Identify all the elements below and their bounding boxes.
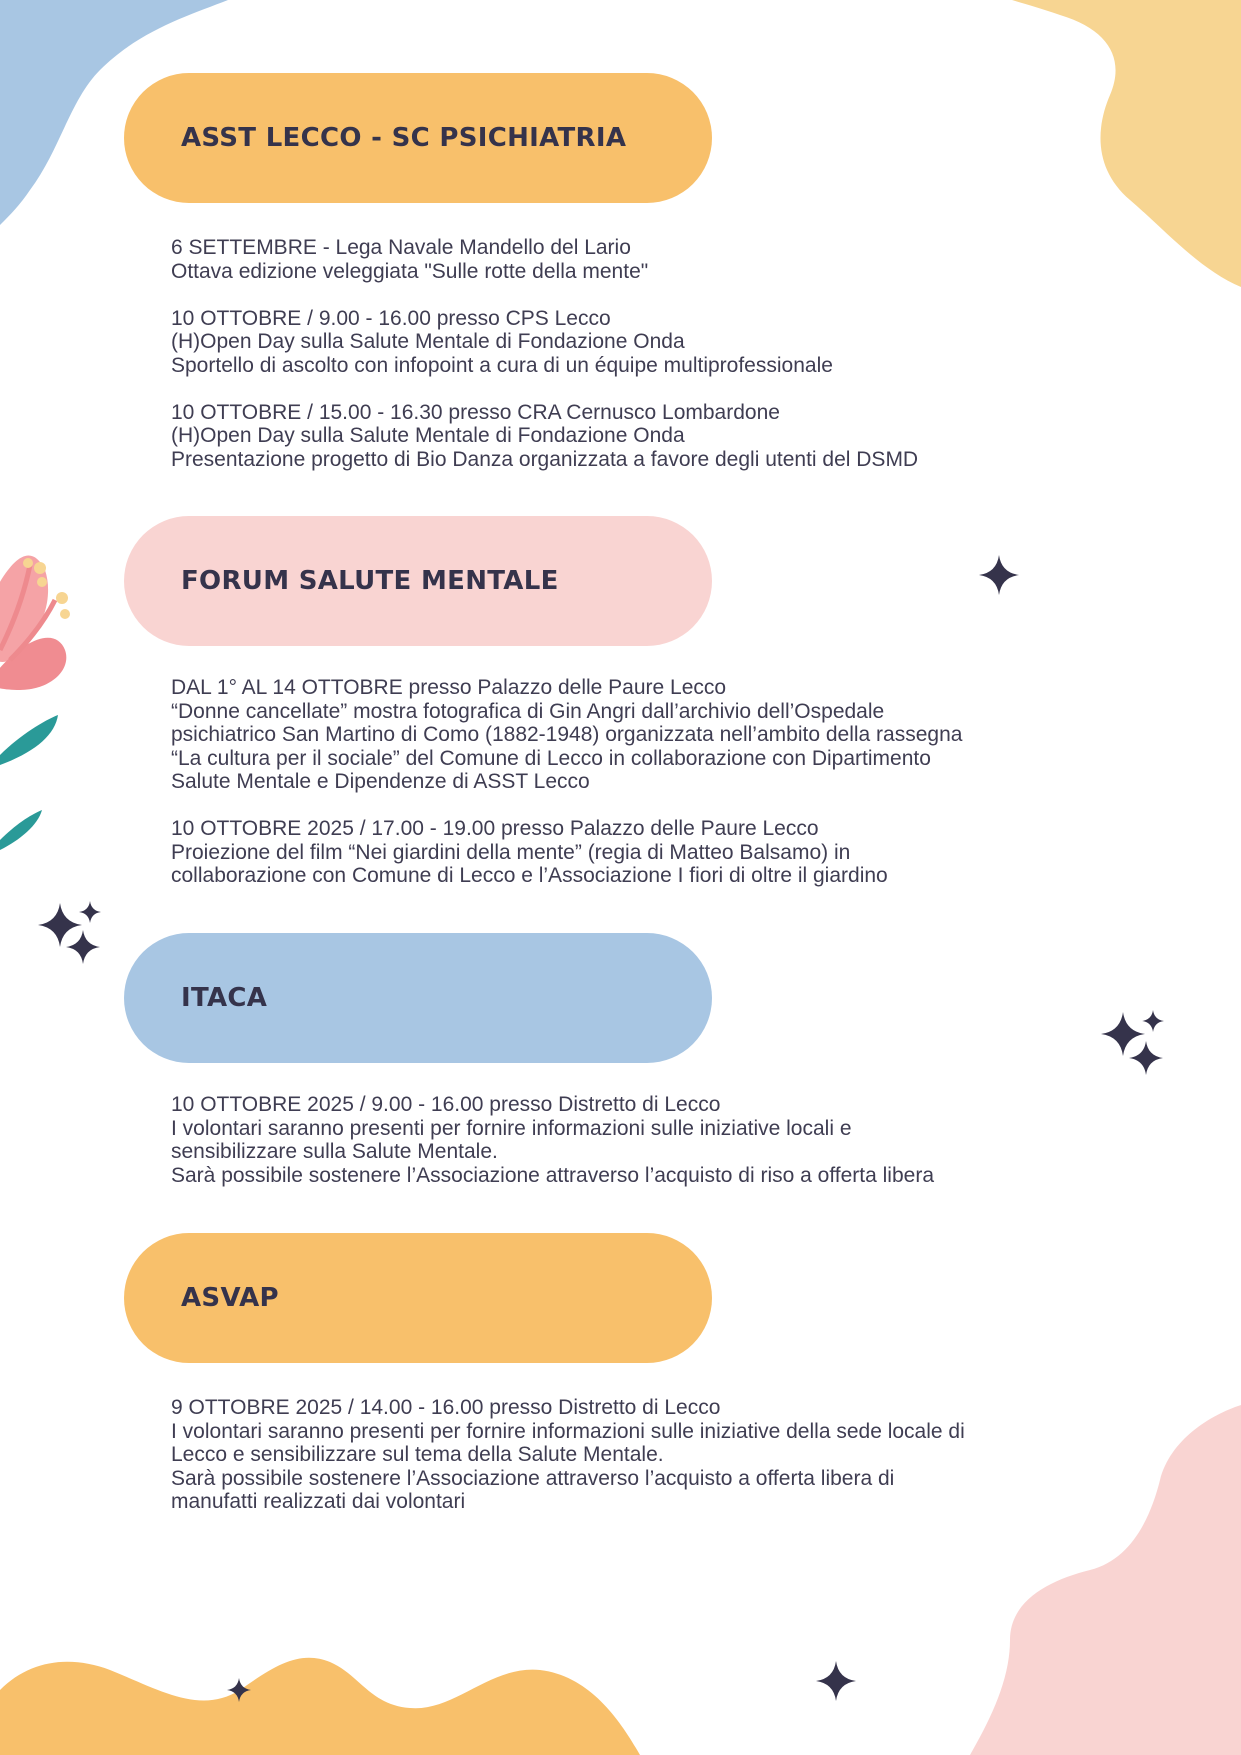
event-description-line: I volontari saranno presenti per fornire informazioni sulle iniziative locali e <box>171 1116 852 1140</box>
event-item <box>171 236 1171 283</box>
section-events-forum-salute-mentale <box>171 676 1171 911</box>
event-description-line: Presentazione progetto di Bio Danza organizzata a favore degli utenti del DSMD <box>171 447 919 471</box>
event-date-line: 6 SETTEMBRE - Lega Navale Mandello del Lario <box>171 236 631 259</box>
sparkle-icon <box>979 555 1019 595</box>
section-events-asst-lecco <box>171 236 1171 495</box>
section-header-asvap <box>124 1233 712 1363</box>
event-description-line: Sportello di ascolto con infopoint a cura di un équipe multiprofessionale <box>171 353 833 377</box>
event-item <box>171 401 1171 472</box>
event-description-line: psichiatrico San Martino di Como (1882-1948) organizzata nell’ambito della rassegna <box>171 723 963 746</box>
event-description-line: Sarà possibile sostenere l’Associazione attraverso l’acquisto a offerta libera di <box>171 1466 895 1490</box>
event-description-line: (H)Open Day sulla Salute Mentale di Fondazione Onda <box>171 330 685 353</box>
event-description-line: Proiezione del film “Nei giardini della mente” (regia di Matteo Balsamo) in <box>171 840 851 864</box>
event-item <box>171 676 1171 794</box>
leaf-icon <box>0 810 42 850</box>
flower-icon <box>0 556 70 690</box>
event-description-line: Ottava edizione veleggiata "Sulle rotte della mente" <box>171 259 649 283</box>
event-description-line: manufatti realizzati dai volontari <box>171 1490 466 1513</box>
sparkle-icon <box>1101 1010 1164 1075</box>
event-item <box>171 1093 1171 1187</box>
section-header-asst-lecco <box>124 73 712 203</box>
orange-blob-bottom <box>0 1658 640 1755</box>
event-description-line: “Donne cancellate” mostra fotografica di Gin Angri dall’archivio dell’Ospedale <box>171 699 885 723</box>
event-date-line: 10 OTTOBRE 2025 / 9.00 - 16.00 presso Distretto di Lecco <box>171 1093 721 1116</box>
event-description-line: sensibilizzare sulla Salute Mentale. <box>171 1140 498 1163</box>
event-date-line: 10 OTTOBRE / 9.00 - 16.00 presso CPS Lecco <box>171 306 611 330</box>
event-description-line: Salute Mentale e Dipendenze di ASST Lecco <box>171 770 590 793</box>
event-description-line: I volontari saranno presenti per fornire informazioni sulle iniziative della sede locale di <box>171 1419 965 1443</box>
event-description-line: Lecco e sensibilizzare sul tema della Salute Mentale. <box>171 1443 664 1466</box>
event-description-line: collaborazione con Comune di Lecco e l’Associazione I fiori di oltre il giardino <box>171 864 888 887</box>
event-date-line: 10 OTTOBRE 2025 / 17.00 - 19.00 presso Palazzo delle Paure Lecco <box>171 817 819 840</box>
section-header-forum-salute-mentale <box>124 516 712 646</box>
section-title: ASST LECCO - SC PSICHIATRIA <box>181 123 627 153</box>
sparkle-icon <box>38 901 101 964</box>
section-title: ASVAP <box>181 1283 279 1313</box>
event-description-line: (H)Open Day sulla Salute Mentale di Fondazione Onda <box>171 424 685 447</box>
event-date-line: 9 OTTOBRE 2025 / 14.00 - 16.00 presso Distretto di Lecco <box>171 1396 721 1419</box>
section-title: FORUM SALUTE MENTALE <box>181 566 559 596</box>
section-events-asvap <box>171 1396 1171 1537</box>
section-title: ITACA <box>181 983 268 1013</box>
event-date-line: DAL 1° AL 14 OTTOBRE presso Palazzo delle Paure Lecco <box>171 676 727 699</box>
event-description-line: Sarà possibile sostenere l’Associazione attraverso l’acquisto di riso a offerta libera <box>171 1163 935 1187</box>
event-item <box>171 817 1171 888</box>
section-events-itaca <box>171 1093 1171 1211</box>
leaf-icon <box>0 715 58 765</box>
sparkle-icon <box>816 1661 856 1701</box>
event-item <box>171 307 1171 378</box>
section-header-itaca <box>124 933 712 1063</box>
event-description-line: “La cultura per il sociale” del Comune di Lecco in collaborazione con Dipartimento <box>171 746 931 770</box>
event-date-line: 10 OTTOBRE / 15.00 - 16.30 presso CRA Cernusco Lombardone <box>171 400 780 424</box>
event-item <box>171 1396 1171 1514</box>
